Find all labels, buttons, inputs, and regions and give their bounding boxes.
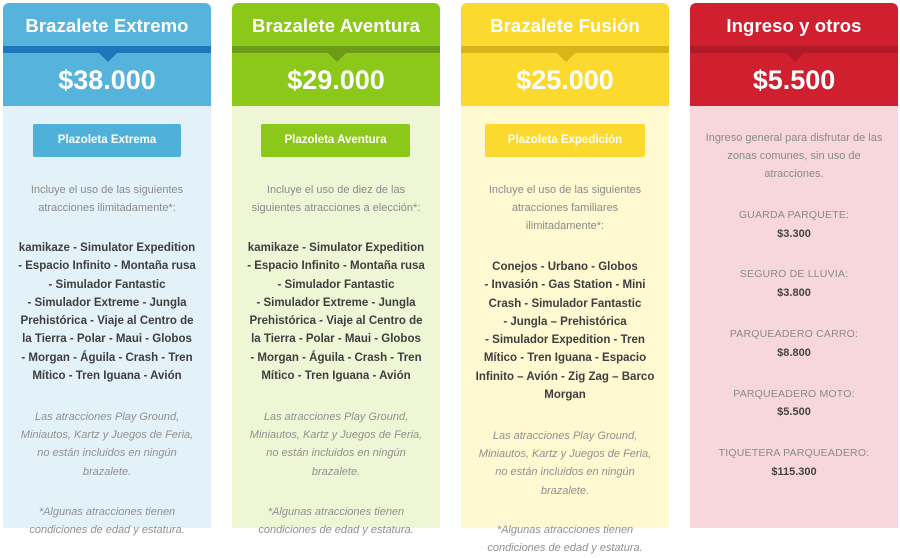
footnote-line: condiciones de edad y estatura. (29, 524, 185, 537)
attractions-line: kamikaze - Simulator Expedition (18, 242, 196, 254)
note-line: Las atracciones Play Ground, (34, 411, 180, 423)
note-line: brazalete. (311, 465, 361, 478)
attractions-line: - Simulador Extreme - Jungla (256, 296, 416, 309)
attractions-line: la Tierra - Polar - Maui - Globos (251, 333, 421, 346)
attractions-line: Mítico - Tren Iguana - Avión (32, 370, 182, 383)
card-price: $25.000 (516, 65, 614, 95)
exclusions-note (19, 408, 195, 481)
note-line: no están incluidos en ningún (266, 447, 406, 460)
attractions-line: - Morgan - Águila - Crash - Tren (250, 351, 422, 364)
card-header (232, 3, 440, 106)
header-band (232, 46, 440, 53)
intro-text (700, 129, 888, 183)
intro-line: Incluye el uso de diez de las (266, 184, 406, 196)
attractions-line: - Simulador Fantastic (277, 278, 395, 291)
attractions-line: - Jungla – Prehistórica (503, 315, 627, 328)
header-pointer (99, 53, 117, 62)
card-title: Brazalete Extremo (25, 15, 189, 36)
card-header (3, 3, 211, 106)
attractions-line: - Simulador Extreme - Jungla (27, 296, 187, 309)
item-price: $8.800 (777, 347, 811, 359)
note-line: no están incluidos en ningún (495, 466, 635, 479)
exclusions-note (477, 427, 653, 500)
note-line: brazalete. (540, 484, 590, 497)
header-pointer (328, 53, 346, 62)
attractions-line: - Simulador Fantastic (48, 278, 166, 291)
pricing-card-extremo (3, 3, 211, 537)
footnote (477, 521, 653, 557)
attractions-list (473, 258, 657, 404)
intro-line: Incluye el uso de las siguientes (30, 184, 184, 196)
intro-text (246, 181, 426, 217)
item-price: $5.500 (777, 406, 811, 418)
intro-line: ilimitadamente*: (525, 220, 605, 232)
footnote-line: condiciones de edad y estatura. (487, 542, 643, 555)
intro-line: siguientes atracciones a elección*: (251, 202, 421, 214)
card-price: $5.500 (752, 65, 836, 95)
plazoleta-extrema-button[interactable]: Plazoleta Extrema (33, 124, 181, 157)
attractions-line: la Tierra - Polar - Maui - Globos (22, 333, 192, 346)
header-band (690, 46, 898, 53)
item-price: $3.300 (777, 228, 811, 240)
footnote-line: condiciones de edad y estatura. (258, 524, 414, 537)
attractions-line: Mítico - Tren Iguana - Espacio (483, 352, 647, 365)
header-pointer (557, 53, 575, 62)
attractions-line: Mítico - Tren Iguana - Avión (261, 370, 411, 383)
note-line: Miniautos, Kartz y Juegos de Feria, (478, 448, 652, 461)
pricing-card-fusion (461, 3, 669, 555)
footnote-line: *Algunas atracciones tienen (267, 506, 405, 518)
pricing-card-ingreso (690, 3, 898, 528)
intro-text (17, 181, 197, 217)
item-label: PARQUEADERO CARRO: (729, 328, 859, 340)
attractions-line: Crash - Simulador Fantastic (488, 297, 642, 310)
intro-line: atracciones familiares (511, 202, 619, 214)
header-band (3, 46, 211, 53)
attractions-line: Morgan (544, 389, 586, 402)
item-label: GUARDA PARQUETE: (738, 209, 850, 221)
intro-line: Ingreso general para disfrutar de las (705, 132, 883, 144)
attractions-line: - Espacio Infinito - Montaña rusa (247, 260, 425, 273)
card-title: Brazalete Aventura (251, 15, 421, 36)
note-line: Las atracciones Play Ground, (263, 411, 409, 423)
intro-line: atracciones ilimitadamente*: (38, 202, 176, 214)
header-band (461, 46, 669, 53)
footnote-line: *Algunas atracciones tienen (38, 506, 176, 518)
note-line: Miniautos, Kartz y Juegos de Feria, (20, 429, 194, 442)
card-price: $38.000 (58, 65, 156, 95)
attractions-line: kamikaze - Simulator Expedition (247, 242, 425, 254)
note-line: no están incluidos en ningún (37, 447, 177, 460)
attractions-line: - Invasión - Gas Station - Mini (484, 279, 646, 292)
item-label: PARQUEADERO MOTO: (733, 388, 855, 400)
attractions-list (244, 239, 428, 385)
card-header (690, 3, 898, 106)
footnote (248, 503, 424, 539)
intro-text (475, 181, 655, 235)
header-pointer (786, 53, 804, 62)
card-header (461, 3, 669, 106)
plazoleta-expedicion-button[interactable]: Plazoleta Expedición (485, 124, 645, 157)
attractions-line: Conejos - Urbano - Globos (492, 261, 638, 273)
footnote-line: *Algunas atracciones tienen (496, 524, 634, 536)
card-title: Ingreso y otros (726, 15, 862, 36)
attractions-list (15, 239, 199, 385)
intro-line: zonas comunes, sin uso de (727, 150, 861, 162)
note-line: brazalete. (82, 465, 132, 478)
intro-line: Incluye el uso de las siguientes (488, 184, 642, 196)
attractions-line: - Simulador Expedition - Tren (485, 334, 645, 347)
item-price: $3.800 (777, 287, 811, 299)
intro-line: atracciones. (764, 168, 824, 180)
item-price: $115.300 (771, 466, 817, 478)
pricing-card-aventura (232, 3, 440, 537)
attractions-line: Infinito – Avión - Zig Zag – Barco (475, 370, 655, 383)
note-line: Miniautos, Kartz y Juegos de Feria, (249, 429, 423, 442)
attractions-line: Prehistórica - Viaje al Centro de (249, 315, 423, 328)
card-title: Brazalete Fusión (490, 15, 640, 36)
item-label: TIQUETERA PARQUEADERO: (718, 447, 870, 459)
footnote (19, 503, 195, 539)
item-label: SEGURO DE LLUVIA: (739, 268, 849, 280)
exclusions-note (248, 408, 424, 481)
attractions-line: Prehistórica - Viaje al Centro de (20, 315, 194, 328)
attractions-line: - Morgan - Águila - Crash - Tren (21, 351, 193, 364)
plazoleta-aventura-button[interactable]: Plazoleta Aventura (261, 124, 410, 157)
attractions-line: - Espacio Infinito - Montaña rusa (18, 260, 196, 273)
note-line: Las atracciones Play Ground, (492, 430, 638, 442)
card-price: $29.000 (287, 65, 385, 95)
